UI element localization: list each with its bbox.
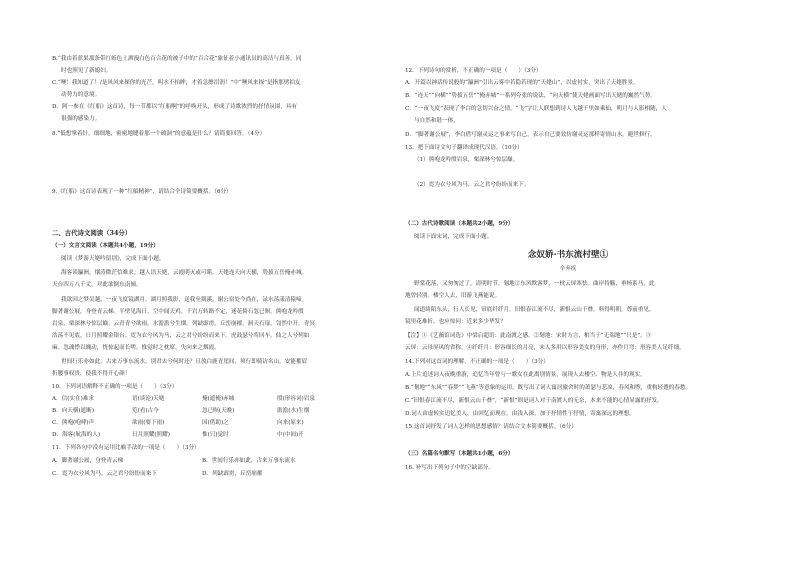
text-line: 脚著谢公屐，身登青云梯。半壁见海日，空中闻天鸡。千岩万转路不定，迷花倚石忽已暝。熊咆龙吟殷 [52,309,304,315]
question-10: 10．下列词语解释不正确的一项是（ ）（3分） [52,384,178,390]
section-2-title: 二、古代诗文阅读（34分） [52,229,132,237]
q10-option: 欲雨(要下雨) [132,420,165,426]
text-line: 世间行乐亦如此，古来万事东流水。别君去兮何时还？且放白鹿青崖间，须行即骑访名山。安能摧眉 [61,359,308,365]
question-11: 11．下列各句中没有运用比喻手法的一项是（ ）（3分） [52,445,200,451]
poem-intro: 阅读下面宋词，完成下面小题。 [414,234,493,240]
option-c-text: C.“噢！我知道了！/是风风来探你的光芒，叫水不抬眸，才着急擦泪润！”中“噢风来探”是指那劈拍友 [52,80,301,86]
text-line: 海客谈瀛洲，烟涛微茫信难求；越人语天姥，云霞明灭或可睹。天姥连天向天横，势拔五岳掩赤城。 [61,270,308,276]
poem-note: 【注】①《艺蘅馆词选》中梁启超语：此南渡之感。②刬地：宋时方言，相当于“无端地”“只是”。③ [405,333,652,339]
q10-option: 掩(遮掩)赤城 [202,396,235,402]
q11-option-b: B．世间行乐亦如此，古来万事东流水 [202,458,296,464]
q10-option: 中(中间)开 [277,432,304,438]
q12-option-c-cont: 与自然和谐一体。 [414,118,459,124]
poem-line: 闻道绮陌东头，行人长见，帘底纤纤月。旧恨春江流不尽，新恨云山千叠。料得明朝，尊前重见， [414,307,655,313]
q10-option: A．信(实在)难求 [52,396,94,402]
text-line: 我欲因之梦吴越，一夜飞度镜湖月。湖月照我影，送我至剡溪。谢公宿处今尚在，渌水荡漾清猿啼。 [61,297,308,303]
text-line: 天台四万八千丈，对此欲倒东南倾。 [52,282,142,288]
q12-option-d: D．“脚著谢公屐”，李白借写谢灵运之事来写自己，表示自己要效仿谢灵运那样寄情山水，避世修行。 [405,132,656,138]
q12-option-a: A．开篇以神话传说般的“瀛洲”引出云雾中若隐若现的“天姥山”，以虚衬实，突出了天姥胜景。 [405,80,639,86]
text-line: 岩泉，栗深林兮惊层巅。云青青兮欲雨，水澹澹兮生烟。列缺霹雳，丘峦崩摧。洞天石扉，訇然中开。青冥 [52,321,315,327]
subsection-3-title: （三）名篇名句默写（本题共1小题，6分） [405,451,514,457]
q10-option: D．海客(航海的人) [52,432,101,438]
option-d-cont: 很强的感染力。 [61,116,101,122]
q10-option: B．向天横(遮断) [52,408,95,414]
q10-option: 殷(形容词)岩泉 [277,396,315,402]
q14-option-d: D.词人由虚转实追忆美人，由回忆而现在，由浅入深，加于抒情性于抒情，寄寓深远的理想。 [405,411,635,417]
q13-part-1: （1）熊咆龙吟殷岩泉，栗深林兮惊层巅。 [414,157,519,163]
subsection-1-title: （一）文言文阅读（本题共4小题，19分） [52,243,159,249]
poem-author: 辛弃疾 [559,266,577,272]
q10-option: 日月照耀(照耀) [132,432,170,438]
question-13: 13．把下面诗文句子翻译成现代汉语。（10分） [405,145,523,151]
poem-title: 念奴娇·书东流村壁① [527,250,609,260]
reading-intro: 阅读《梦游天姥吟留别》，完成下面小题。 [61,256,165,262]
q10-option: 澹澹(水)生烟 [277,408,310,414]
q10-option: 向来(原来) [277,420,304,426]
q10-option: 览(看)古今 [132,408,159,414]
q10-option: 忽已暝(天晚) [202,408,235,414]
q10-option: C．熊咆(咆哮)声 [52,420,95,426]
q11-option-a: A．脚著谢公屐，身登青云梯 [52,458,124,464]
q10-option: 语(谈论)天姥 [132,396,165,402]
text-line: 折腰事权贵，使我不得开心颜！ [52,371,131,377]
q14-option-c: C.“旧恨春江流不尽，新恨云山千叠”，“新恨”则是词人对于南渡人的无奈，本来不能的心情显露的抒发。 [405,398,663,404]
poem-line: 地曾轻别。楼空人去，旧游飞燕能说。 [405,293,501,299]
poem-line: 镜里花难折。也应惊问：近来多少华发？ [405,319,506,325]
q10-option: 因(借助)之 [202,420,229,426]
option-b-text: B.“我由着蓝果那条带红蚯色土洒漫白色百合花的被子中的”百合花”象征着小通讯员的高洁与真善。同 [52,56,302,62]
question-14: 14.下列对这首词的理解，不正确的一项是（ ）（3分） [405,359,549,365]
q12-option-b: B．“连天”“向横”“势拔五岳”“掩赤城”一系列夸张的说法，“向天横”使天姥画面写出天姥的巍然气势。 [405,93,656,99]
q14-option-b: B.“刬地”“东风”“春梦”“飞燕”等意象的运用，既写出了词人寓居旅舍时的萧瑟与悲凉，春风和煦，重构轻蹙的春愁。 [405,385,692,391]
option-b-cont: 时也照见了新媳妇。 [61,68,112,74]
q11-option-c: C．霓为衣兮风为马，云之君兮纷纷而来下 [52,471,157,477]
option-c-cont: 动势力的意境。 [61,92,101,98]
question-8: 8.“低想掌着针，细细地，密密地缝着那一个破洞”的意蕴是什么？请简要回答。（4分） [52,131,266,137]
q11-option-d: D．列缺霹雳，丘峦崩摧 [202,471,263,477]
question-9: 9.《红船》这首诗表现了一种“红船精神”，请结合全诗简要概括。（6分） [52,189,232,195]
text-line: 浩荡不见底，日月照耀金银台。霓为衣兮风为马，云之君兮纷纷而来下。虎鼓瑟兮鸾回车，仙之人兮列如 [52,333,310,339]
poem-line: 野棠花落，又匆匆过了，清明时节。刬地②东风欺客梦，一枕云屏寒怯。曲岸持觞，垂杨系马，此 [414,281,655,287]
option-d-text: D．阿一参在《红船》这首诗，每一节都以“红船啊”的呼唤开头，形成了诗歌浓烈的抒情氛围，具有 [52,104,298,110]
question-15: 15.这首词抒发了词人怎样的思想感情？请结合文本简要概括。（6分） [405,424,577,430]
question-16: 16. 补写出下列句子中的空缺部分。 [405,465,494,471]
q14-option-a: A.上片追述词人夜晚重游，追忆当年曾与一歌女在此离别情景，展现人去楼空、物是人非的现实。 [405,372,646,378]
subsection-2-title: （二）古代诗歌阅读（本题共2小题，9分） [405,221,514,227]
poem-note-cont: 云屏：云母屏风的省称。④纤纤月：形容细长的月亮，宋人多用以形容美女的身形，亦作月弯：形容美人足纤细。 [405,345,685,351]
text-line: 麻。忽魂悸以魄动，恍惊起而长嗟。惟觉时之枕席，失向来之烟霞。 [52,345,220,351]
q13-part-2: （2）霓为衣兮风为马，云之君兮纷纷而来下。 [414,182,530,188]
q12-option-c: C．“一夜飞度”表现了李白的急切兴奋之情，“飞”字让人联想到诗人飞越千里如乘仙，明月与人影相随，人 [405,106,667,112]
question-12: 12．下列诗句的赏析，不正确的一项是（ ）（3分） [405,68,542,74]
q10-option: 惟(只)觉时 [202,432,229,438]
